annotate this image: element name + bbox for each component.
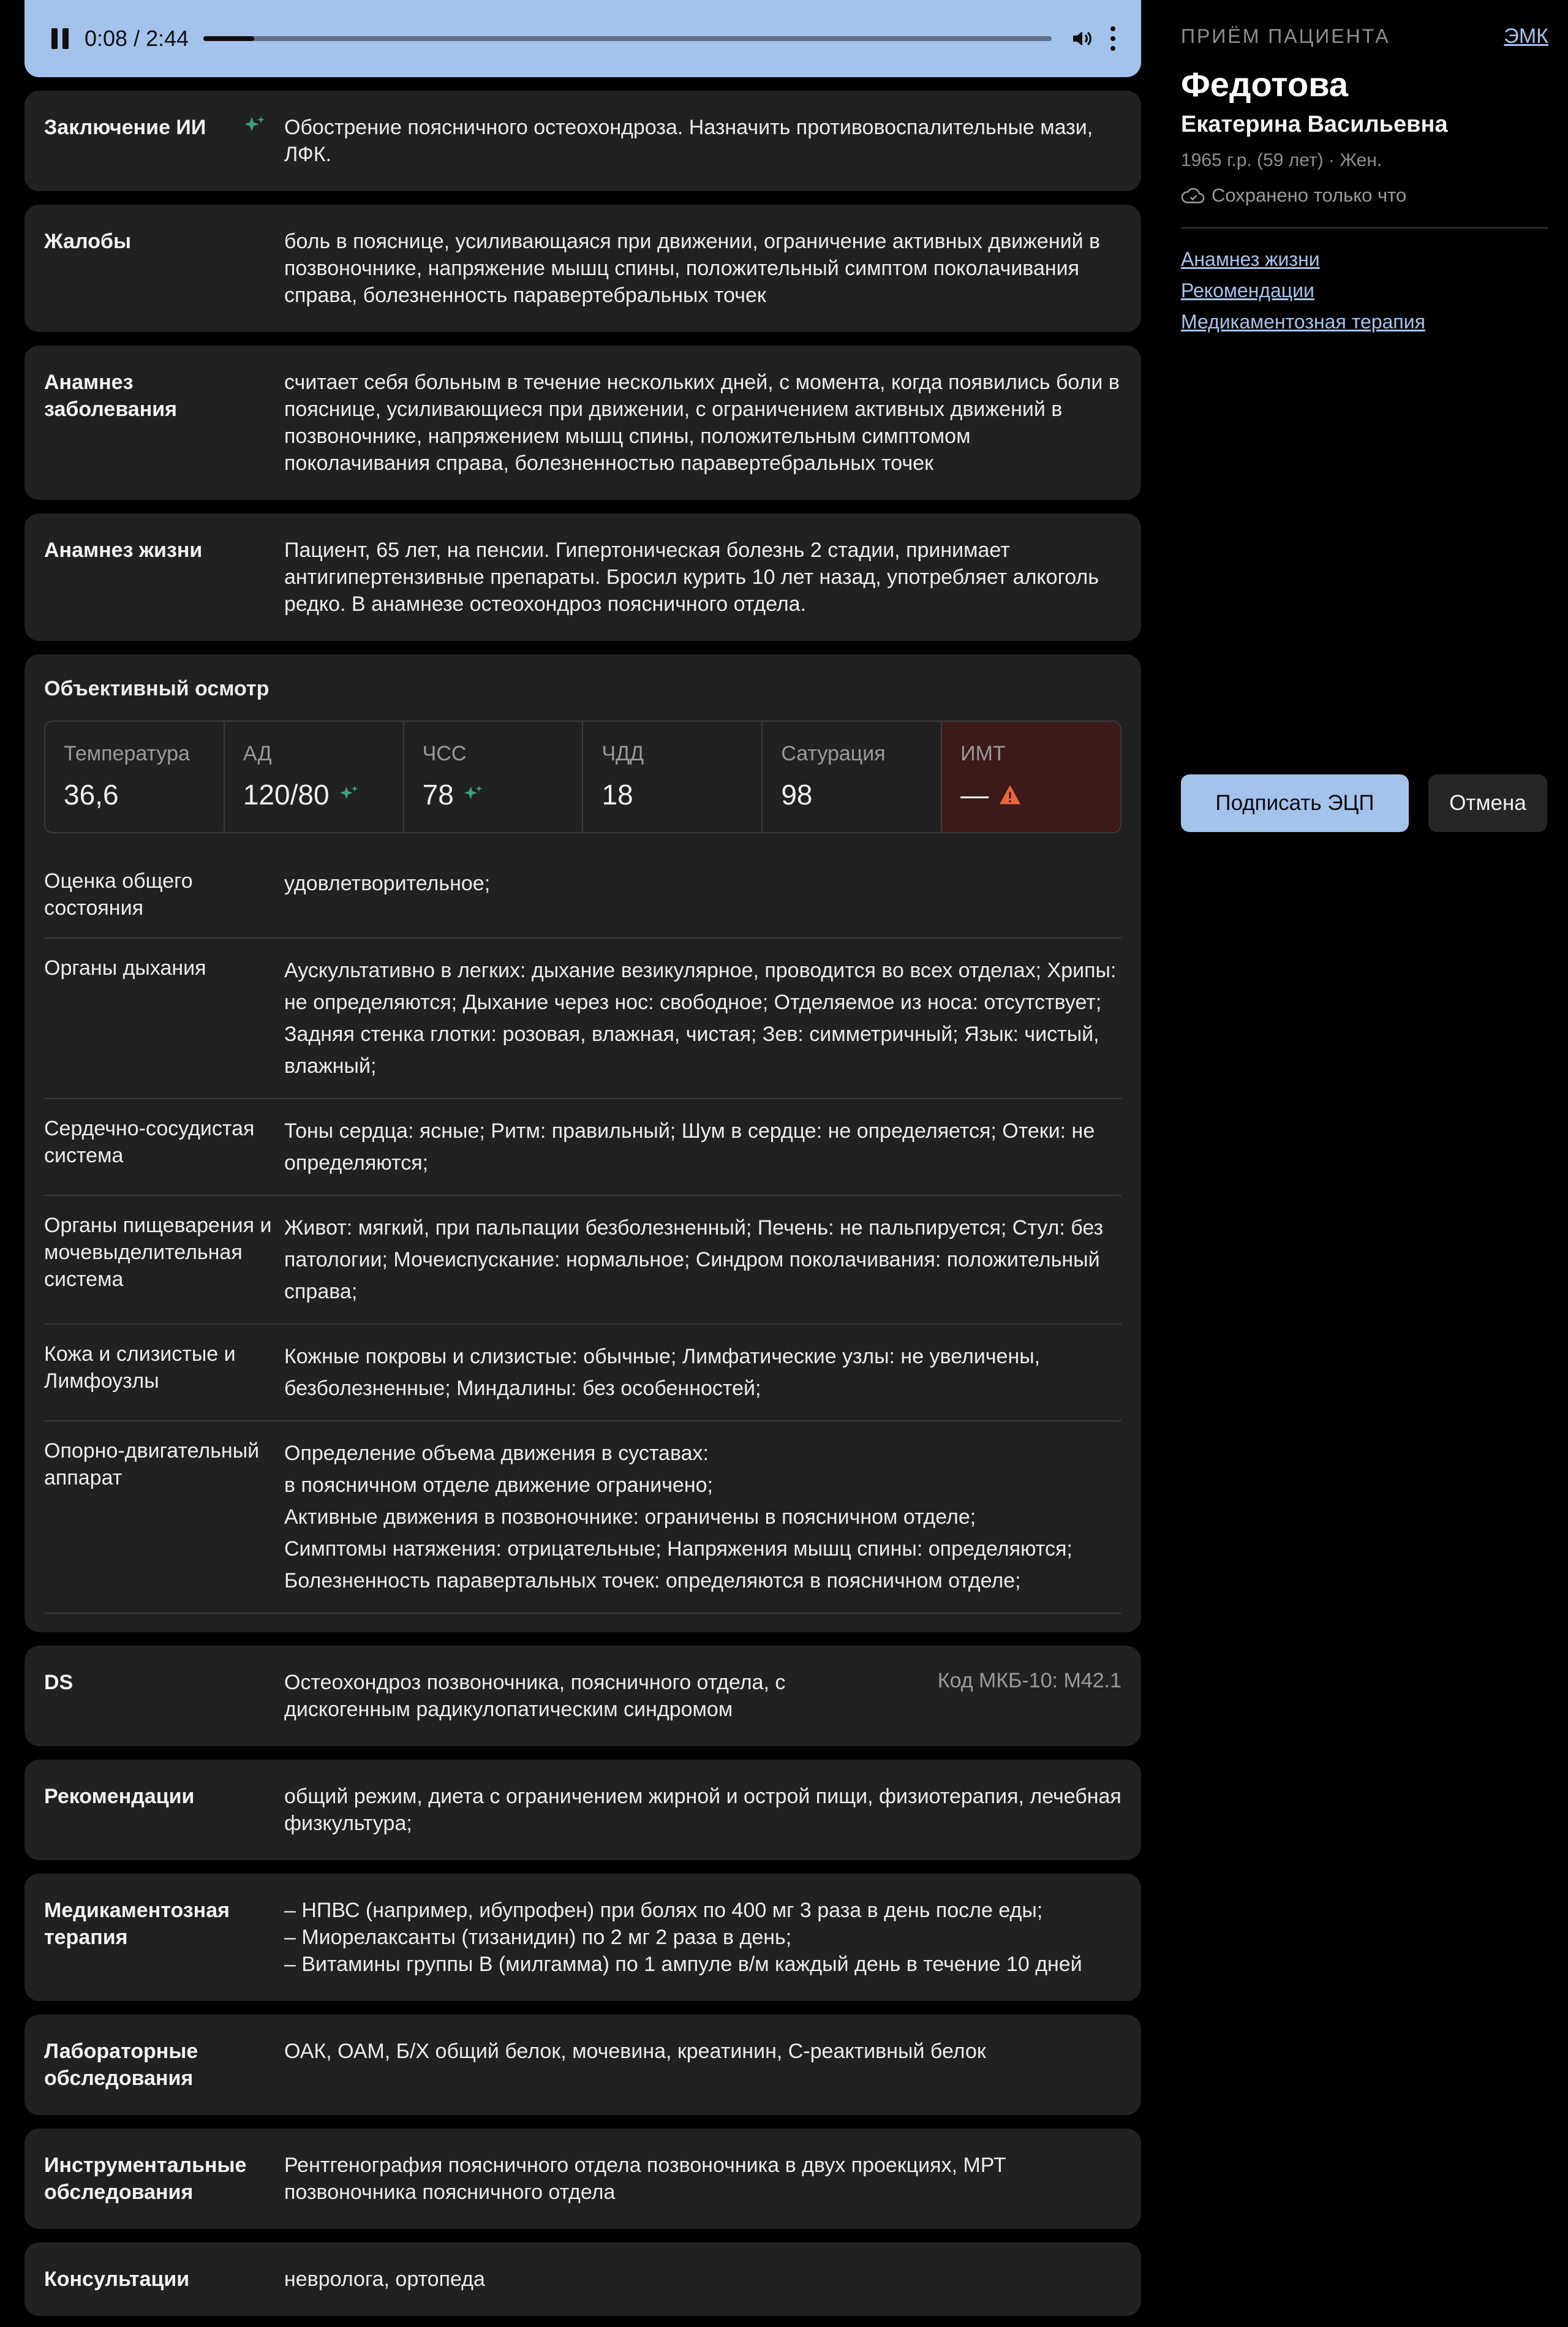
ai-conclusion-label: Заключение ИИ bbox=[44, 116, 206, 139]
exam-row-label: Сердечно-сосудистая система bbox=[44, 1117, 255, 1167]
ai-conclusion-text[interactable]: Обострение поясничного остеохондроза. Назначить противовоспалительные мази, ЛФК. bbox=[284, 116, 1093, 166]
exam-row-digestive bbox=[44, 1196, 1121, 1325]
exam-rows bbox=[44, 852, 1121, 1614]
exam-row-text[interactable]: Живот: мягкий, при пальпации безболезненный; Печень: не пальпируется; Стул: без патологии; Мочеиспускание: нормальное; Синдром поколачивания: положительный справа; bbox=[284, 1216, 1104, 1303]
vital-name: ЧСС bbox=[422, 742, 467, 765]
disease-history-text[interactable]: считает себя больным в течение нескольких дней, с момента, когда появились боли в пояснице, усиливающиеся при движении, с ограничением активных движений в позвоночнике, напряжением мышц спины, положительным симптомом поколачивания справа, болезненностью паравертебральных точек bbox=[284, 371, 1120, 475]
playback-time: 0:08 / 2:44 bbox=[85, 26, 189, 51]
vital-name: ИМТ bbox=[960, 742, 1006, 765]
consultations-label: Консультации bbox=[44, 2268, 190, 2291]
pause-icon[interactable] bbox=[51, 28, 70, 49]
ai-conclusion-label-wrap bbox=[44, 114, 284, 168]
disease-history-card bbox=[24, 346, 1141, 500]
section-links bbox=[1181, 248, 1548, 333]
separator-dot: · bbox=[1329, 150, 1340, 170]
vital-temperature[interactable] bbox=[45, 722, 225, 832]
vital-value: 78 bbox=[422, 779, 454, 811]
drug-therapy-label: Медикаментозная терапия bbox=[44, 1899, 230, 1949]
drug-therapy-card bbox=[24, 1874, 1141, 2001]
exam-row-respiratory bbox=[44, 939, 1121, 1099]
exam-row-cardiovascular bbox=[44, 1099, 1121, 1196]
complaints-text[interactable]: боль в пояснице, усиливающаяся при движении, ограничение активных движений в позвоночнике, напряжение мышц спины, положительный симптом поколачивания справа, болезненность паравертебральных точек bbox=[284, 230, 1101, 307]
vital-value: 120/80 bbox=[243, 779, 330, 811]
patient-name: Екатерина Васильевна bbox=[1181, 112, 1448, 137]
exam-row-text[interactable]: удовлетворительное; bbox=[284, 872, 491, 895]
exam-row-general bbox=[44, 852, 1121, 939]
exam-row-text[interactable]: Кожные покровы и слизистые: обычные; Лимфатические узлы: не увеличены, безболезненные; Миндалины: без особенностей; bbox=[284, 1345, 1041, 1400]
patient-meta bbox=[1181, 150, 1548, 171]
drug-line: – Витамины группы B (милгамма) по 1 ампуле в/м каждый день в течение 10 дней bbox=[284, 1953, 1082, 1976]
ai-conclusion-card bbox=[24, 91, 1141, 191]
link-recommendations[interactable]: Рекомендации bbox=[1181, 279, 1314, 301]
objective-exam-card bbox=[24, 654, 1141, 1632]
lab-tests-card bbox=[24, 2015, 1141, 2115]
volume-icon[interactable] bbox=[1070, 26, 1095, 51]
vital-respiratory-rate[interactable] bbox=[583, 722, 763, 832]
vital-saturation[interactable] bbox=[763, 722, 942, 832]
save-status-text: Сохранено только что bbox=[1212, 184, 1407, 206]
instrumental-tests-card bbox=[24, 2128, 1141, 2229]
audio-player bbox=[24, 0, 1141, 77]
exam-row-musculoskeletal bbox=[44, 1421, 1121, 1614]
lab-tests-label: Лабораторные обследования bbox=[44, 2040, 198, 2090]
exam-row-label: Кожа и слизистые и Лимфоузлы bbox=[44, 1342, 236, 1393]
icd-code: Код МКБ-10: M42.1 bbox=[937, 1669, 1121, 1692]
exam-row-label: Оценка общего состояния bbox=[44, 869, 193, 920]
vital-value: — bbox=[960, 779, 989, 811]
life-history-card bbox=[24, 513, 1141, 641]
link-life-history[interactable]: Анамнез жизни bbox=[1181, 248, 1320, 270]
lab-tests-text[interactable]: ОАК, ОАМ, Б/Х общий белок, мочевина, креатинин, С-реактивный белок bbox=[284, 2040, 986, 2063]
sign-button[interactable]: Подписать ЭЦП bbox=[1181, 774, 1409, 832]
drug-line: – НПВС (например, ибупрофен) при болях по 400 мг 3 раза в день после еды; bbox=[284, 1899, 1043, 1922]
protocol-column bbox=[24, 0, 1141, 2316]
drug-therapy-text[interactable] bbox=[284, 1897, 1121, 1978]
playback-progress-fill bbox=[203, 36, 254, 41]
exam-line: Болезненность паравертальных точек: определяются в поясничном отделе; bbox=[284, 1569, 1021, 1592]
vital-bmi[interactable] bbox=[942, 722, 1120, 832]
objective-exam-title: Объективный осмотр bbox=[44, 677, 270, 700]
more-options-icon[interactable] bbox=[1109, 26, 1117, 51]
ai-sparkle-icon bbox=[338, 784, 360, 806]
disease-history-label: Анамнез заболевания bbox=[44, 371, 177, 421]
exam-line: Симптомы натяжения: отрицательные; Напряжения мышц спины: определяются; bbox=[284, 1537, 1072, 1561]
diagnosis-card bbox=[24, 1646, 1141, 1746]
complaints-label: Жалобы bbox=[44, 230, 132, 253]
cancel-button[interactable]: Отмена bbox=[1428, 774, 1547, 832]
diagnosis-label: DS bbox=[44, 1671, 74, 1694]
ai-sparkle-icon bbox=[243, 114, 267, 138]
patient-birth: 1965 г.р. (59 лет) bbox=[1181, 150, 1324, 170]
vital-blood-pressure[interactable] bbox=[225, 722, 404, 832]
vital-value: 18 bbox=[601, 779, 633, 811]
vital-name: Сатурация bbox=[781, 742, 886, 765]
panel-caption: ПРИЁМ ПАЦИЕНТА bbox=[1181, 25, 1390, 47]
exam-row-text[interactable]: Аускультативно в легких: дыхание везикулярное, проводится во всех отделах; Хрипы: не определяются; Дыхание через нос: свободное; Отделяемое из носа: отсутствует; Задняя стенка глотки: розовая, влажная, чистая; Зев: симметричный; Язык: чистый, влажный; bbox=[284, 959, 1117, 1078]
recommendations-text[interactable]: общий режим, диета с ограничением жирной и острой пищи, физиотерапия, лечебная физкультура; bbox=[284, 1785, 1121, 1835]
vitals-panel bbox=[44, 721, 1121, 833]
exam-row-skin-lymph bbox=[44, 1325, 1121, 1421]
recommendations-card bbox=[24, 1760, 1141, 1860]
exam-line: Определение объема движения в суставах: bbox=[284, 1442, 709, 1465]
exam-row-label: Органы дыхания bbox=[44, 956, 206, 980]
exam-row-label: Органы пищеварения и мочевыделительная система bbox=[44, 1214, 272, 1291]
instrumental-tests-text[interactable]: Рентгенография поясничного отдела позвоночника в двух проекциях, МРТ позвоночника поясничного отдела bbox=[284, 2154, 1006, 2204]
exam-row-text[interactable] bbox=[284, 1437, 1121, 1597]
diagnosis-text[interactable]: Остеохондроз позвоночника, поясничного отдела, с дискогенным радикулопатическим синдромом bbox=[284, 1671, 786, 1721]
vital-heart-rate[interactable] bbox=[404, 722, 584, 832]
recommendations-label: Рекомендации bbox=[44, 1785, 195, 1808]
patient-surname: Федотова bbox=[1181, 65, 1349, 104]
vital-name: АД bbox=[243, 742, 272, 765]
link-drug-therapy[interactable]: Медикаментозная терапия bbox=[1181, 311, 1425, 333]
vital-name: Температура bbox=[64, 742, 190, 765]
patient-sex: Жен. bbox=[1340, 150, 1382, 170]
exam-row-label: Опорно-двигательный аппарат bbox=[44, 1439, 260, 1489]
vital-name: ЧДД bbox=[601, 742, 644, 765]
cloud-saved-icon bbox=[1181, 186, 1205, 205]
patient-side-panel bbox=[1181, 0, 1548, 815]
divider bbox=[1181, 227, 1548, 229]
warning-icon bbox=[998, 784, 1022, 805]
complaints-card bbox=[24, 205, 1141, 332]
ai-sparkle-icon bbox=[462, 784, 484, 806]
exam-row-text[interactable]: Тоны сердца: ясные; Ритм: правильный; Шум в сердце: не определяется; Отеки: не определяются; bbox=[284, 1119, 1095, 1175]
life-history-text[interactable]: Пациент, 65 лет, на пенсии. Гипертоническая болезнь 2 стадии, принимает антигипертензивные препараты. Бросил курить 10 лет назад, употребляет алкоголь редко. В анамнезе остеохондроз поясничного отдела. bbox=[284, 539, 1099, 616]
vital-value: 98 bbox=[781, 779, 813, 811]
consultations-text[interactable]: невролога, ортопеда bbox=[284, 2268, 485, 2291]
life-history-label: Анамнез жизни bbox=[44, 539, 203, 562]
exam-line: в поясничном отделе движение ограничено; bbox=[284, 1474, 713, 1497]
exam-line: Активные движения в позвоночнике: ограничены в поясничном отделе; bbox=[284, 1505, 976, 1529]
instrumental-tests-label: Инструментальные обследования bbox=[44, 2154, 247, 2204]
playback-progress[interactable] bbox=[203, 36, 1052, 41]
emk-link[interactable]: ЭМК bbox=[1504, 25, 1548, 48]
vital-value: 36,6 bbox=[64, 779, 119, 811]
drug-line: – Миорелаксанты (тизанидин) по 2 мг 2 раза в день; bbox=[284, 1926, 792, 1949]
save-status bbox=[1181, 184, 1548, 206]
consultations-card bbox=[24, 2242, 1141, 2316]
action-buttons bbox=[1181, 774, 1547, 832]
